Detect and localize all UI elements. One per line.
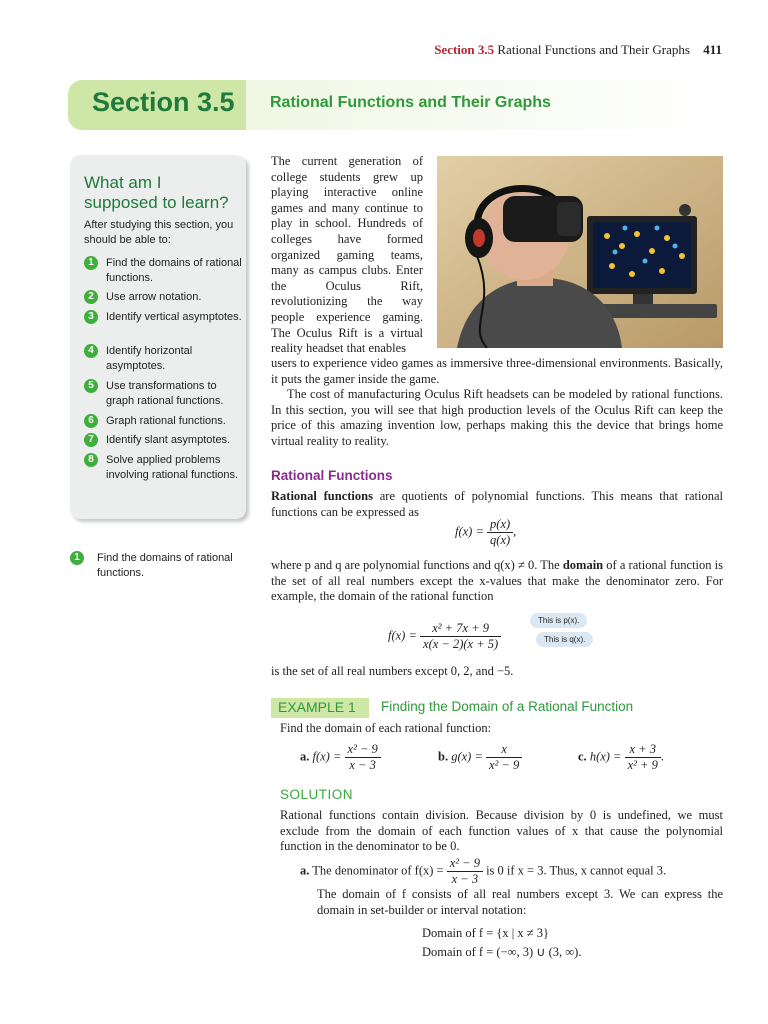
part-label: c. [578,749,587,764]
domain-set-builder: Domain of f = {x | x ≠ 3} [422,926,550,940]
section-title: Rational Functions and Their Graphs [270,94,551,111]
domain-explanation-text: where p and q are polynomial functions and q(x) ≠ 0. The [271,558,563,572]
part-lhs: h(x) = [589,749,622,764]
part-fraction [625,742,661,773]
example-task: Find the domain of each rational function: [280,721,492,735]
definition-term: Rational functions [271,489,373,503]
domain-explanation [271,558,723,605]
formula-fraction [420,621,501,652]
part-numerator: x² − 9 [345,742,381,758]
example-part-c: c. h(x) = $\frac{x + 3}{\text{x² + 9}}$ . [578,742,664,772]
solution-a-conclusion: is 0 if x = 3. Thus, x cannot equal 3. [486,863,667,878]
formula-numerator: p(x) [487,517,513,533]
part-denominator: x − 3 [349,758,376,772]
solution-a-fraction [447,856,483,887]
objective-number-badge: 4 [84,344,98,358]
oculus-rift-photo [437,156,723,348]
objective-text: Use arrow notation. [106,291,202,303]
example-part-b [438,742,522,773]
part-fraction [486,742,522,773]
solution-text: Rational functions contain division. Because division by 0 is undefined, we must exclude from the domain of each function values of x that cause the polynomial function in the denominator to be 0. [280,808,723,854]
objective-number-badge: 8 [84,453,98,467]
part-label: a. [300,749,310,764]
page-number: 411 [703,42,722,57]
solution-a-numerator: x² − 9 [447,856,483,872]
objective-number-badge: 2 [84,290,98,304]
definition-text: are quotients of polynomial functions. This means that rational functions can be expressed as [271,489,723,519]
formula-denominator: q(x) [490,533,511,547]
part-label: b. [438,749,449,764]
intro-paragraph-continued: users to experience video games as immersive three-dimensional environments. Basically, it puts the gamer inside the game. [271,356,723,386]
objective-text: Solve applied problems involving rational functions. [106,454,239,481]
domain-explanation-text-2: of a rational function is the set of all real numbers except the x-values that make the denominator zero. For example, the domain of the rational function [271,558,723,604]
objective-number-badge: 1 [70,551,84,565]
part-numerator: x + 3 [625,742,661,758]
part-lhs: g(x) = [451,749,483,764]
part-label: a. [300,863,310,878]
photo-illustration [437,156,723,348]
intro-paragraph-wrap: The current generation of college students grew up playing interactive online games and many continue to play in school. Hundreds of colleges have formed organized gaming teams, many as campus clubs. Enter the Oculus Rift, revolutionizing the way people experience gaming. The Oculus Rift is a virtual reality headset that enables [271,154,423,356]
example-header [271,698,723,718]
example-label-box [271,698,369,718]
objective-text: Identify slant asymptotes. [106,434,231,446]
part-denominator: x² − 9 [489,758,520,772]
objective-text: Find the domains of rational functions. [97,552,233,579]
formula-lhs: f(x) = [455,524,484,539]
objective-number-badge: 3 [84,310,98,324]
section-title-band [68,80,720,130]
section-title-area [246,80,720,130]
solution-heading: SOLUTION [280,787,354,802]
intro-paragraph-2: The cost of manufacturing Oculus Rift headsets can be modeled by rational functions. In this section, you will see that high production levels of the Oculus Rift can keep the price of this amazing invention low, perhaps making this the device that brings home virtual reality to reality. [271,387,723,448]
learning-objectives-box [70,155,246,519]
example-rational-function [388,621,501,652]
numerator-callout: This is p(x). [530,613,587,628]
objective-text: Use transformations to graph rational functions. [106,380,224,407]
learning-box-title: What am I supposed to learn? [84,173,229,212]
objective-number-badge: 7 [84,433,98,447]
running-header-section: Section 3.5 [434,42,495,57]
solution-part-a [300,856,666,887]
formula-lhs: f(x) = [388,628,417,643]
part-numerator: x [486,742,522,758]
solution-a-domain-text: The domain of f consists of all real numbers except 3. We can express the domain in set-builder or interval notation: [317,887,723,917]
part-denominator: x² + 9 [627,758,658,772]
solution-a-denominator: x − 3 [451,872,479,886]
formula-fraction [487,517,513,548]
definition-paragraph [271,489,723,520]
formula-numerator: x² + 7x + 9 [420,621,501,637]
section-number-pill [68,80,246,130]
objective-text: Graph rational functions. [106,415,226,427]
objective-text: Find the domains of rational functions. [106,257,242,284]
domain-example-result: is the set of all real numbers except 0, 2, and −5. [271,664,514,678]
running-header [434,42,722,58]
objective-number-badge: 6 [84,414,98,428]
subsection-heading: Rational Functions [271,468,393,483]
domain-interval: Domain of f = (−∞, 3) ∪ (3, ∞). [422,945,582,959]
section-number: Section 3.5 [92,87,235,117]
example-label: EXAMPLE 1 [278,699,356,715]
formula-denominator: x(x − 2)(x + 5) [423,637,499,651]
objective-text: Identify horizontal asymptotes. [106,345,193,372]
part-fraction [345,742,381,773]
part-lhs: f(x) = [312,749,342,764]
domain-term: domain [562,558,604,572]
denominator-callout: This is q(x). [536,632,593,647]
objective-number-badge: 1 [84,256,98,270]
objective-text: Identify vertical asymptotes. [106,311,242,323]
example-title: Finding the Domain of a Rational Function [381,699,634,714]
solution-a-text: The denominator of f(x) = [312,863,444,878]
learning-box-intro: After studying this section, you should be able to: [84,219,234,246]
objective-number-badge: 5 [84,379,98,393]
running-header-title: Rational Functions and Their Graphs [497,42,690,57]
example-part-a [300,742,381,773]
rational-function-formula: f(x) = $\frac{p(x)}{q(x)}$ , [455,517,517,547]
